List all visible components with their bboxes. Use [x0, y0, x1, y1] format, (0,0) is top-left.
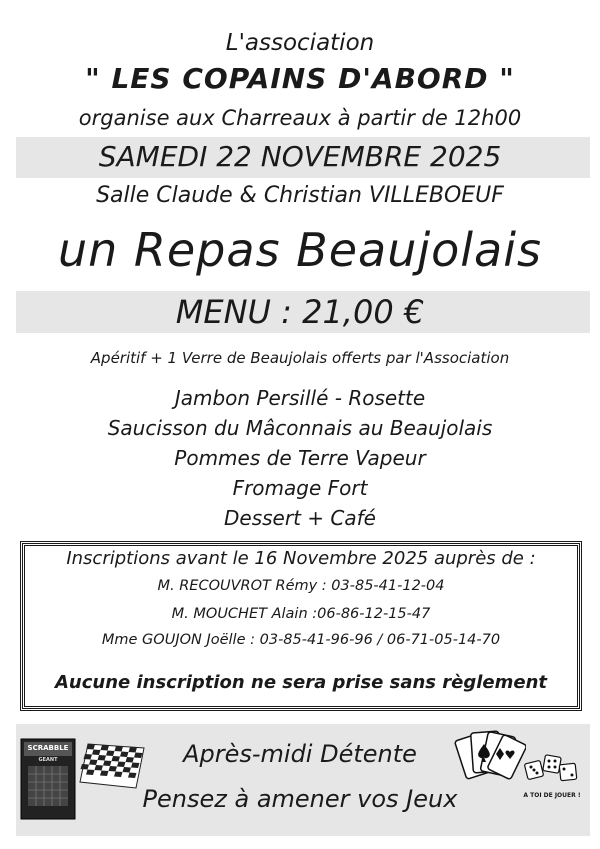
menu-item: Jambon Persillé - Rosette	[174, 386, 426, 410]
menu-item: Fromage Fort	[232, 476, 368, 500]
aperitif-note: Apéritif + 1 Verre de Beaujolais offerts par l'Association	[90, 349, 510, 367]
inscriptions-heading: Inscriptions avant le 16 Novembre 2025 auprès de :	[66, 548, 536, 569]
association-name: " LES COPAINS D'ABORD "	[85, 62, 515, 95]
checkerboard-image	[78, 742, 146, 794]
event-venue: Salle Claude & Christian VILLEBOEUF	[96, 183, 504, 208]
dice-caption: A TOI DE JOUER !	[523, 792, 581, 799]
menu-heading: MENU : 21,00 €	[175, 293, 425, 331]
dice-image	[522, 752, 582, 799]
menu-item: Saucisson du Mâconnais au Beaujolais	[107, 416, 493, 440]
event-date: SAMEDI 22 NOVEMBRE 2025	[98, 140, 502, 173]
contact-line: Mme GOUJON Joëlle : 03-85-41-96-96 / 06-71-05-14-70	[101, 632, 501, 648]
payment-warning: Aucune inscription ne sera prise sans règlement	[54, 672, 548, 693]
playing-cards-image	[454, 728, 526, 788]
scrabble-label: SCRABBLE	[27, 744, 69, 752]
footer-line-detente: Après-midi Détente	[183, 740, 417, 768]
menu-item: Dessert + Café	[224, 506, 376, 530]
contact-line: M. MOUCHET Alain :06-86-12-15-47	[171, 606, 431, 622]
scrabble-sub: GEANT	[38, 757, 58, 763]
event-title: un Repas Beaujolais	[57, 223, 542, 277]
contact-line: M. RECOUVROT Rémy : 03-85-41-12-04	[157, 578, 445, 594]
footer-line-jeux: Pensez à amener vos Jeux	[142, 785, 458, 813]
scrabble-box-image	[20, 738, 76, 820]
association-label: L'association	[225, 30, 375, 56]
menu-item: Pommes de Terre Vapeur	[174, 446, 426, 470]
inscriptions-box	[22, 543, 580, 709]
event-location-time: organise aux Charreaux à partir de 12h00	[78, 106, 522, 130]
